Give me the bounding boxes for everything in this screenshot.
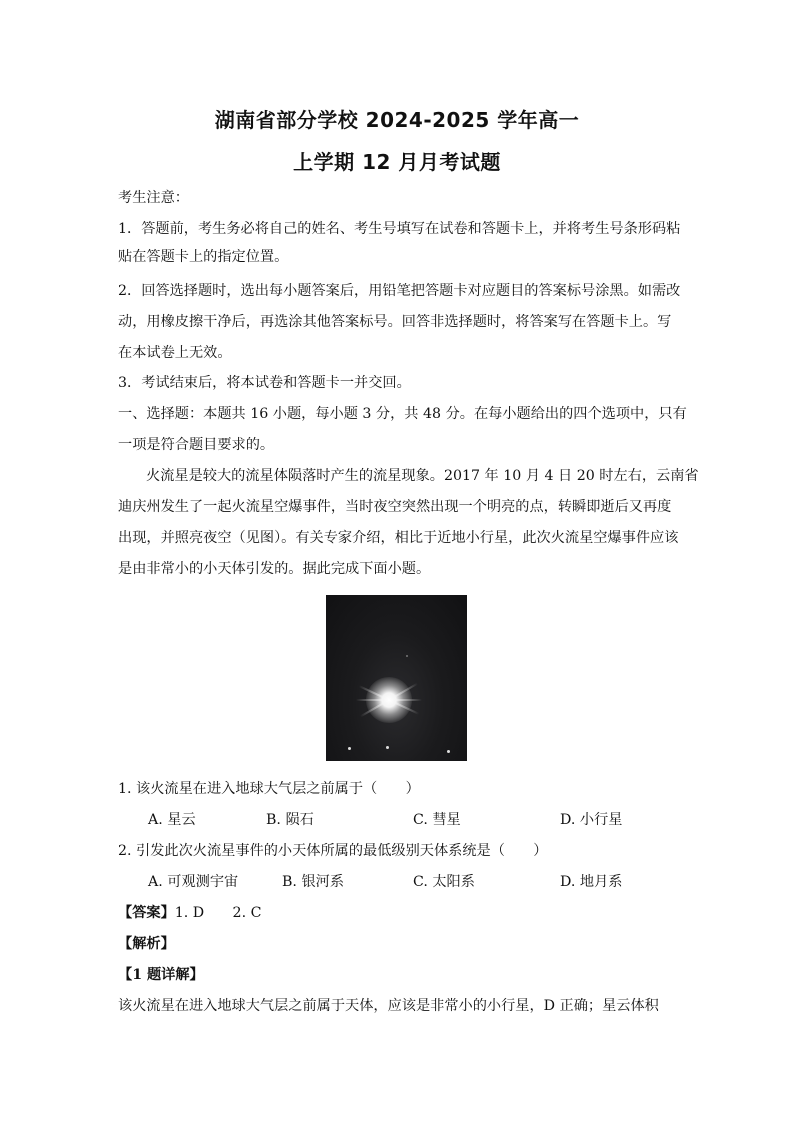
exam-title-line2: 上学期 12 月月考试题 <box>293 150 501 174</box>
passage-line3: 出现，并照亮夜空（见图）。有关专家介绍，相比于近地小行星，此次火流星空爆事件应该 <box>118 530 679 546</box>
notice-item1-a: 1．答题前，考生务必将自己的姓名、考生号填写在试卷和答题卡上，并将考生号条形码粘 <box>118 221 681 237</box>
notice-item2-b: 动，用橡皮擦干净后，再选涂其他答案标号。回答非选择题时，将答案写在答题卡上。写 <box>118 314 672 330</box>
ground-light <box>386 746 389 749</box>
question2-option-c: C. 太阳系 <box>413 874 475 890</box>
answer-label: 【答案】 <box>118 905 175 921</box>
answer-line <box>118 904 684 922</box>
passage-line4: 是由非常小的小天体引发的。据此完成下面小题。 <box>118 561 431 577</box>
notice-item2-a: 2．回答选择题时，选出每小题答案后，用铅笔把答题卡对应题目的答案标号涂黑。如需改 <box>118 283 681 299</box>
fireball-glow <box>366 677 412 723</box>
fireball-photo <box>326 595 467 761</box>
analysis-label: 【解析】 <box>118 936 175 952</box>
notice-item2-c: 在本试卷上无效。 <box>118 345 232 361</box>
question2-option-d: D. 地月系 <box>560 874 623 890</box>
analysis-q1-label: 【1 题详解】 <box>118 967 204 983</box>
question2-option-b: B. 银河系 <box>282 874 345 890</box>
section1-heading-b: 一项是符合题目要求的。 <box>118 437 275 453</box>
exam-title-line1: 湖南省部分学校 2024-2025 学年高一 <box>214 108 580 132</box>
notice-item3: 3．考试结束后，将本试卷和答题卡一并交回。 <box>118 375 411 391</box>
ground-light <box>348 747 351 750</box>
analysis-q1-text: 该火流星在进入地球大气层之前属于天体，应该是非常小的小行星，D 正确；星云体积 <box>118 998 659 1014</box>
question1-option-c: C. 彗星 <box>413 812 461 828</box>
answer-content: 1. D 2. C <box>174 905 262 921</box>
passage-line2: 迪庆州发生了一起火流星空爆事件，当时夜空突然出现一个明亮的点，转瞬即逝后又再度 <box>118 499 672 515</box>
notice-heading: 考生注意： <box>118 190 189 206</box>
question2-stem: 2. 引发此次火流星事件的小天体所属的最低级别天体系统是（ ） <box>118 843 548 859</box>
question2-option-a: A. 可观测宇宙 <box>148 874 239 890</box>
star <box>406 655 408 657</box>
notice-item1-b: 贴在答题卡上的指定位置。 <box>118 249 289 265</box>
question1-option-d: D. 小行星 <box>560 812 623 828</box>
ground-light <box>447 750 450 753</box>
section1-heading-a: 一、选择题：本题共 16 小题，每小题 3 分，共 48 分。在每小题给出的四个选项中，只有 <box>118 406 687 422</box>
passage-line1: 火流星是较大的流星体陨落时产生的流星现象。2017 年 10 月 4 日 20 时左右，云南省 <box>146 468 699 484</box>
question1-option-b: B. 陨石 <box>266 812 314 828</box>
question1-option-a: A. 星云 <box>148 812 196 828</box>
question1-stem: 1. 该火流星在进入地球大气层之前属于（ ） <box>118 781 420 797</box>
